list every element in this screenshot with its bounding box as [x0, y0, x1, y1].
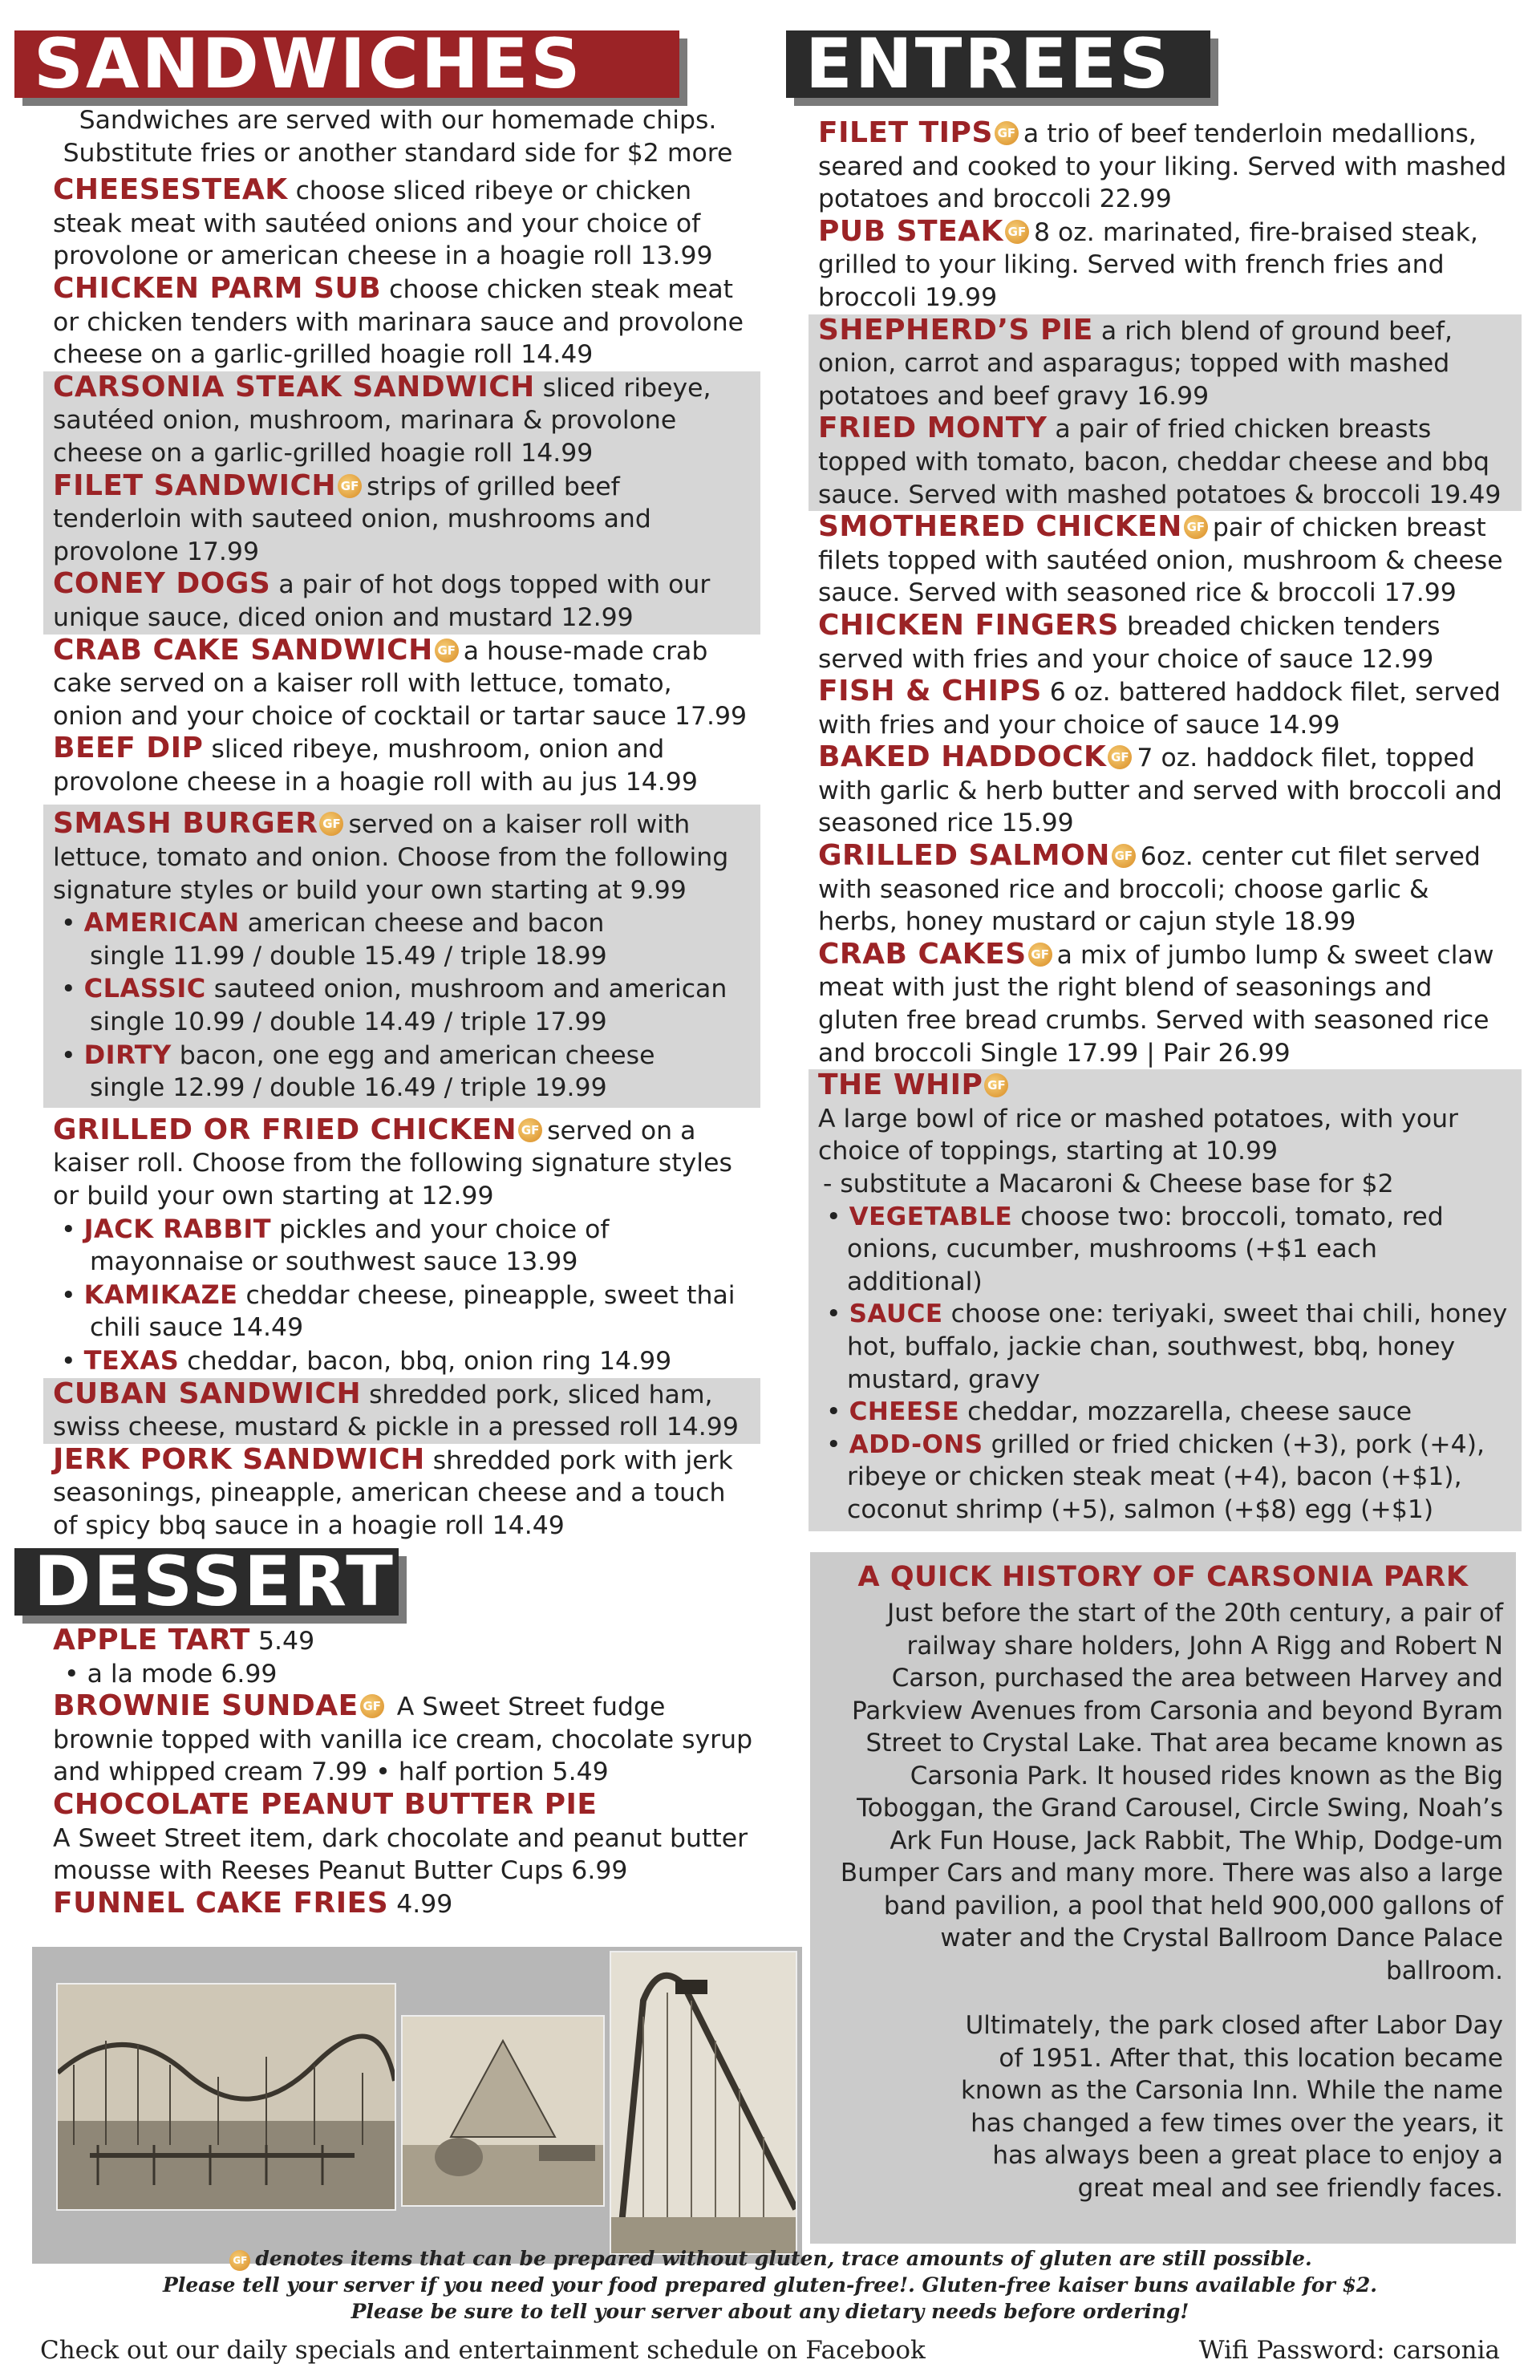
vintage-photos — [32, 1947, 802, 2264]
sandwiches-title: SANDWICHES — [14, 30, 679, 98]
burger-style-dirty: • DIRTY bacon, one egg and american cheese single 12.99 / double 16.49 / triple 19.99 — [61, 1039, 655, 1103]
menu-item-cheesesteak: CHEESESTEAK choose sliced ribeye or chicken steak meat with sautéed onions and your choice of provolone or american cheese in a hoagie roll 13.99 — [53, 173, 713, 271]
burger-style-american: • AMERICAN american cheese and bacon single 11.99 / double 15.49 / triple 18.99 — [61, 907, 607, 971]
gluten-free-icon: GF — [1028, 943, 1052, 967]
gluten-free-icon: GF — [518, 1118, 542, 1142]
entrees-title: ENTREES — [786, 30, 1210, 98]
menu-item-funnel-cake-fries: FUNNEL CAKE FRIES 4.99 — [53, 1886, 453, 1920]
gluten-free-icon: GF — [1112, 844, 1136, 868]
sandwich-intro — [45, 104, 751, 169]
history-box — [810, 1552, 1516, 2244]
gluten-free-icon: GF — [338, 474, 362, 498]
menu-item-baked-haddock: BAKED HADDOCK GF 7 oz. haddock filet, topped with garlic & herb butter and served with broccoli and seasoned rice 15.99 — [818, 740, 1502, 838]
facebook-note: Check out our daily specials and entertainment schedule on Facebook — [40, 2336, 926, 2365]
gluten-free-icon: GF — [319, 812, 343, 836]
gluten-free-request-note: Please tell your server if you need your food prepared gluten-free!. Gluten-free kaiser buns available for $2. — [163, 2273, 1377, 2297]
menu-item-carsonia-steak: CARSONIA STEAK SANDWICH sliced ribeye, sautéed onion, mushroom, marinara & provolone cheese on a garlic-grilled hoagie roll 14.99 — [53, 370, 711, 468]
intro-line-2: Substitute fries or another standard side for $2 more — [63, 138, 733, 168]
menu-item-grilled-fried-chicken: GRILLED OR FRIED CHICKEN GF served on a kaiser roll. Choose from the following signature styles or build your own starting at 12.99 — [53, 1113, 732, 1210]
whip-option-sauce: • SAUCE choose one: teriyaki, sweet thai chili, honey hot, buffalo, jackie chan, southwest, bbq, honey mustard, gravy — [826, 1299, 1508, 1394]
whip-substitute: - substitute a Macaroni & Cheese base for $2 — [823, 1170, 1394, 1198]
chicken-style-jack-rabbit: • JACK RABBIT pickles and your choice of mayonnaise or southwest sauce 13.99 — [61, 1213, 610, 1277]
menu-item-pub-steak: PUB STEAK GF 8 oz. marinated, fire-braised steak, grilled to your liking. Served with french fries and broccoli 19.99 — [818, 214, 1478, 312]
gray-box-smash-burger — [43, 805, 760, 1107]
history-paragraph-2: Ultimately, the park closed after Labor Day of 1951. After that, this location became known as the Carsonia Inn. While the name has changed a few times over the years, it has always been a great place to enjoy a great meal and see friendly faces. — [960, 2011, 1503, 2203]
gluten-free-icon: GF — [1005, 220, 1029, 244]
gluten-free-note: GF denotes items that can be prepared without gluten, trace amounts of gluten are still possible. — [0, 2246, 1540, 2272]
gluten-free-icon: GF — [995, 121, 1019, 145]
menu-item-chicken-fingers: CHICKEN FINGERS breaded chicken tenders served with fries and your choice of sauce 12.99 — [818, 608, 1441, 674]
gray-box-shepherd-monty — [808, 314, 1522, 512]
menu-item-filet-sandwich: FILET SANDWICH GF strips of grilled beef tenderloin with sauteed onion, mushrooms and provolone 17.99 — [53, 468, 651, 566]
fun-house-photo — [401, 2015, 605, 2207]
coaster-track-photo — [610, 1951, 797, 2255]
wifi-password: Wifi Password: carsonia — [1198, 2336, 1500, 2365]
whip-option-cheese: • CHEESE cheddar, mozzarella, cheese sauce — [826, 1397, 1412, 1427]
gluten-free-icon: GF — [1184, 515, 1208, 539]
menu-item-shepherds-pie: SHEPHERD’S PIE a rich blend of ground beef, onion, carrot and asparagus; topped with mashed potatoes and beef gravy 16.99 — [818, 313, 1453, 411]
sandwiches-column — [53, 104, 751, 1543]
roller-coaster-illustration — [58, 1985, 395, 2209]
bottom-line — [40, 2334, 1500, 2366]
gluten-free-icon: GF — [229, 2250, 250, 2271]
whip-option-add-ons: • ADD-ONS grilled or fried chicken (+3), pork (+4), ribeye or chicken steak meat (+4), bacon (+$1), coconut shrimp (+5), salmon (+$8) egg (+$1) — [826, 1429, 1485, 1524]
entrees-column — [818, 117, 1512, 1531]
gluten-free-icon: GF — [1108, 745, 1132, 769]
menu-item-brownie-sundae: BROWNIE SUNDAE GF A Sweet Street fudge brownie topped with vanilla ice cream, chocolate syrup and whipped cream 7.99 • half portion 5.49 — [53, 1689, 753, 1787]
history-title: A QUICK HISTORY OF CARSONIA PARK — [857, 1561, 1469, 1593]
menu-item-crab-cake-sandwich: CRAB CAKE SANDWICH GF a house-made crab cake served on a kaiser roll with lettuce, tomato, onion and your choice of cocktail or tartar sauce 17.99 — [53, 633, 748, 731]
gray-box-steak-group — [43, 371, 760, 635]
menu-item-fried-monty: FRIED MONTY a pair of fried chicken breasts topped with tomato, bacon, cheddar cheese and bbq sauce. Served with mashed potatoes & broccoli 19.49 — [818, 412, 1502, 509]
menu-item-smash-burger: SMASH BURGER GF served on a kaiser roll with lettuce, tomato and onion. Choose from the following signature styles or build your own starting at 9.99 — [53, 807, 729, 905]
menu-item-chocolate-pb-pie: CHOCOLATE PEANUT BUTTER PIE A Sweet Street item, dark chocolate and peanut butter mousse with Reeses Peanut Butter Cups 6.99 — [53, 1787, 748, 1886]
coaster-track-illustration — [611, 1952, 796, 2253]
dessert-title: DESSERT — [14, 1548, 399, 1616]
gluten-free-icon: GF — [984, 1073, 1008, 1097]
apple-tart-a-la-mode: • a la mode 6.99 — [64, 1659, 278, 1689]
menu-item-filet-tips: FILET TIPS GF a trio of beef tenderloin medallions, seared and cooked to your liking. Served with mashed potatoes and broccoli 22.99 — [818, 116, 1507, 214]
menu-item-coney-dogs: CONEY DOGS a pair of hot dogs topped with our unique sauce, diced onion and mustard 12.99 — [53, 567, 711, 632]
roller-coaster-photo — [56, 1983, 396, 2211]
menu-item-beef-dip: BEEF DIP sliced ribeye, mushroom, onion and provolone cheese in a hoagie roll with au jus 14.99 — [53, 732, 698, 797]
menu-item-cuban-sandwich: CUBAN SANDWICH shredded pork, sliced ham, swiss cheese, mustard & pickle in a pressed roll 14.99 — [53, 1377, 739, 1442]
menu-item-smothered-chicken: SMOTHERED CHICKEN GF pair of chicken breast filets topped with sautéed onion, mushroom & cheese sauce. Served with seasoned rice & broccoli 17.99 — [818, 510, 1503, 608]
menu-item-the-whip: THE WHIP GF A large bowl of rice or mashed potatoes, with your choice of toppings, starting at 10.99 — [818, 1068, 1459, 1166]
menu-item-fish-chips: FISH & CHIPS 6 oz. battered haddock filet, served with fries and your choice of sauce 14.99 — [818, 675, 1501, 740]
history-paragraph-1: Just before the start of the 20th century, a pair of railway share holders, John A Rigg and Robert N Carson, purchased the area between Harvey and Parkview Avenues from Carsonia and beyond Byram Street to Crystal Lake. That area became known as Carsonia Park. It housed rides known as the Big Toboggan, the Grand Carousel, Circle Swing, Noah’s Ark Fun House, Jack Rabbit, The Whip, Dodge-um Bumper Cars and many more. There was also a large band pavilion, a pool that held 900,000 gallons of water and the Crystal Ballroom Dance Palace ballroom. — [840, 1599, 1503, 1985]
dietary-needs-note: Please be sure to tell your server about any dietary needs before ordering! — [351, 2300, 1189, 2323]
chicken-style-kamikaze: • KAMIKAZE cheddar cheese, pineapple, sweet thai chili sauce 14.49 — [61, 1279, 736, 1343]
gray-box-cuban — [43, 1378, 760, 1444]
menu-item-crab-cakes: CRAB CAKES GF a mix of jumbo lump & sweet claw meat with just the right blend of seasonings and gluten free bread crumbs. Served with seasoned rice and broccoli Single 17.99 | Pair 26.99 — [818, 937, 1494, 1068]
chicken-style-texas: • TEXAS cheddar, bacon, bbq, onion ring 14.99 — [61, 1344, 672, 1376]
gluten-free-icon: GF — [435, 639, 459, 663]
menu-item-apple-tart: APPLE TART 5.49 — [53, 1624, 315, 1656]
dessert-column — [53, 1624, 759, 1920]
gray-box-the-whip — [808, 1069, 1522, 1531]
fun-house-illustration — [403, 2017, 603, 2205]
whip-option-vegetable: • VEGETABLE choose two: broccoli, tomato, red onions, cucumber, mushrooms (+$1 each additional) — [826, 1202, 1444, 1296]
menu-item-chicken-parm: CHICKEN PARM SUB choose chicken steak meat or chicken tenders with marinara sauce and provolone cheese on a garlic-grilled hoagie roll 14.49 — [53, 271, 744, 370]
burger-style-classic: • CLASSIC sauteed onion, mushroom and american single 10.99 / double 14.49 / triple 17.99 — [61, 973, 727, 1037]
menu-item-grilled-salmon: GRILLED SALMON GF 6oz. center cut filet served with seasoned rice and broccoli; choose garlic & herbs, honey mustard or cajun style 18.99 — [818, 839, 1481, 937]
menu-item-jerk-pork: JERK PORK SANDWICH shredded pork with jerk seasonings, pineapple, american cheese and a touch of spicy bbq sauce in a hoagie roll 14.49 — [53, 1442, 733, 1540]
intro-line-1: Sandwiches are served with our homemade chips. — [79, 106, 717, 135]
gluten-free-icon: GF — [360, 1694, 384, 1718]
